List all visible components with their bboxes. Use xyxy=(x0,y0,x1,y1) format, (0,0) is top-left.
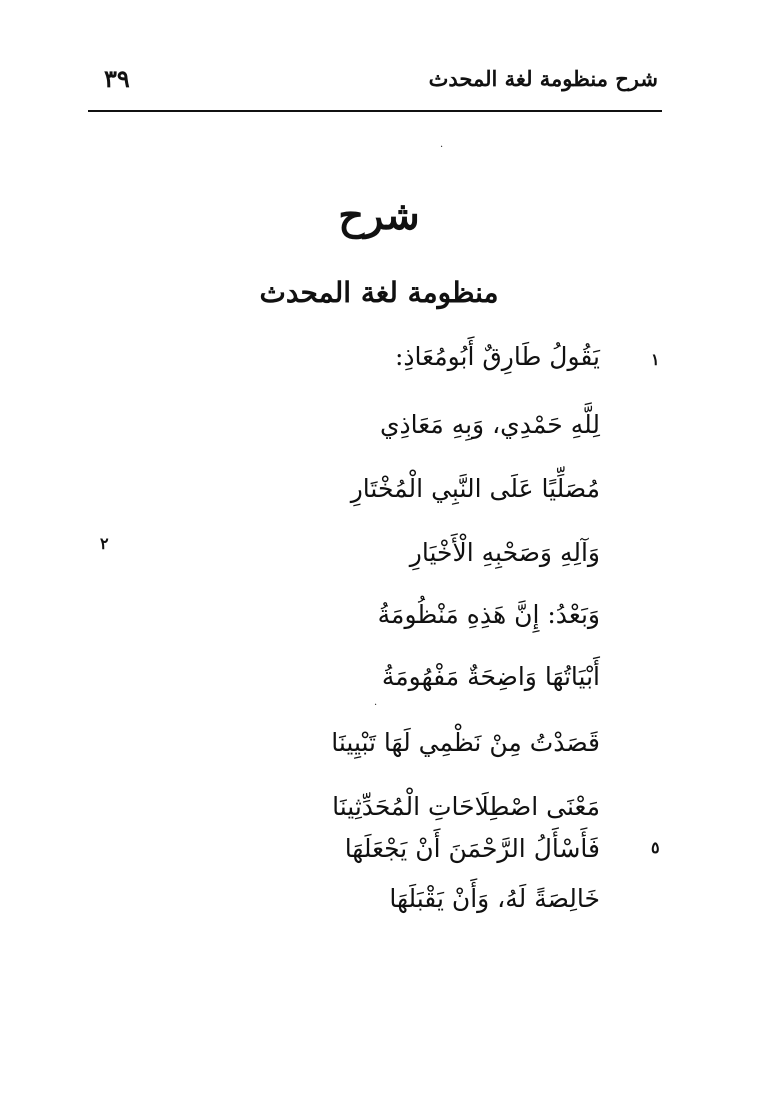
verse-line-10: خَالِصَةً لَهُ، وَأَنْ يَقْبَلَهَا xyxy=(389,884,600,913)
header-divider xyxy=(88,110,662,112)
verse-line-9: فَأَسْأَلُ الرَّحْمَنَ أَنْ يَجْعَلَهَا xyxy=(344,834,600,863)
verse-number-1: ١ xyxy=(651,350,660,369)
verse-line-3: مُصَلِّيًا عَلَى النَّبِي الْمُخْتَارِ xyxy=(350,474,600,503)
verse-line-5: وَبَعْدُ: إِنَّ هَذِهِ مَنْظُومَةُ xyxy=(377,600,600,629)
page-number: ٣٩ xyxy=(104,64,130,93)
verse-line-8: مَعْنَى اصْطِلَاحَاتِ الْمُحَدِّثِينَا xyxy=(332,792,600,821)
verse-line-1: يَقُولُ طَارِقٌ أَبُومُعَاذِ: xyxy=(394,342,600,371)
scan-speck: · xyxy=(374,700,378,711)
verse-line-7: قَصَدْتُ مِنْ نَظْمِي لَهَا تَبْيِينَا xyxy=(331,728,600,757)
main-title: شرح xyxy=(338,192,420,239)
sub-title: منظومة لغة المحدث xyxy=(259,276,499,309)
verse-line-6: أَبْيَاتُهَا وَاضِحَةٌ مَفْهُومَةُ xyxy=(381,662,600,691)
verse-number-2: ٢ xyxy=(100,534,109,553)
running-title: شرح منظومة لغة المحدث xyxy=(428,66,658,91)
verse-line-2: لِلَّهِ حَمْدِي، وَبِهِ مَعَاذِي xyxy=(379,410,600,439)
verse-number-5: ٥ xyxy=(651,838,660,857)
scan-speck: · xyxy=(440,142,444,153)
verse-line-4: وَآلِهِ وَصَحْبِهِ الْأَخْيَارِ xyxy=(409,538,600,567)
